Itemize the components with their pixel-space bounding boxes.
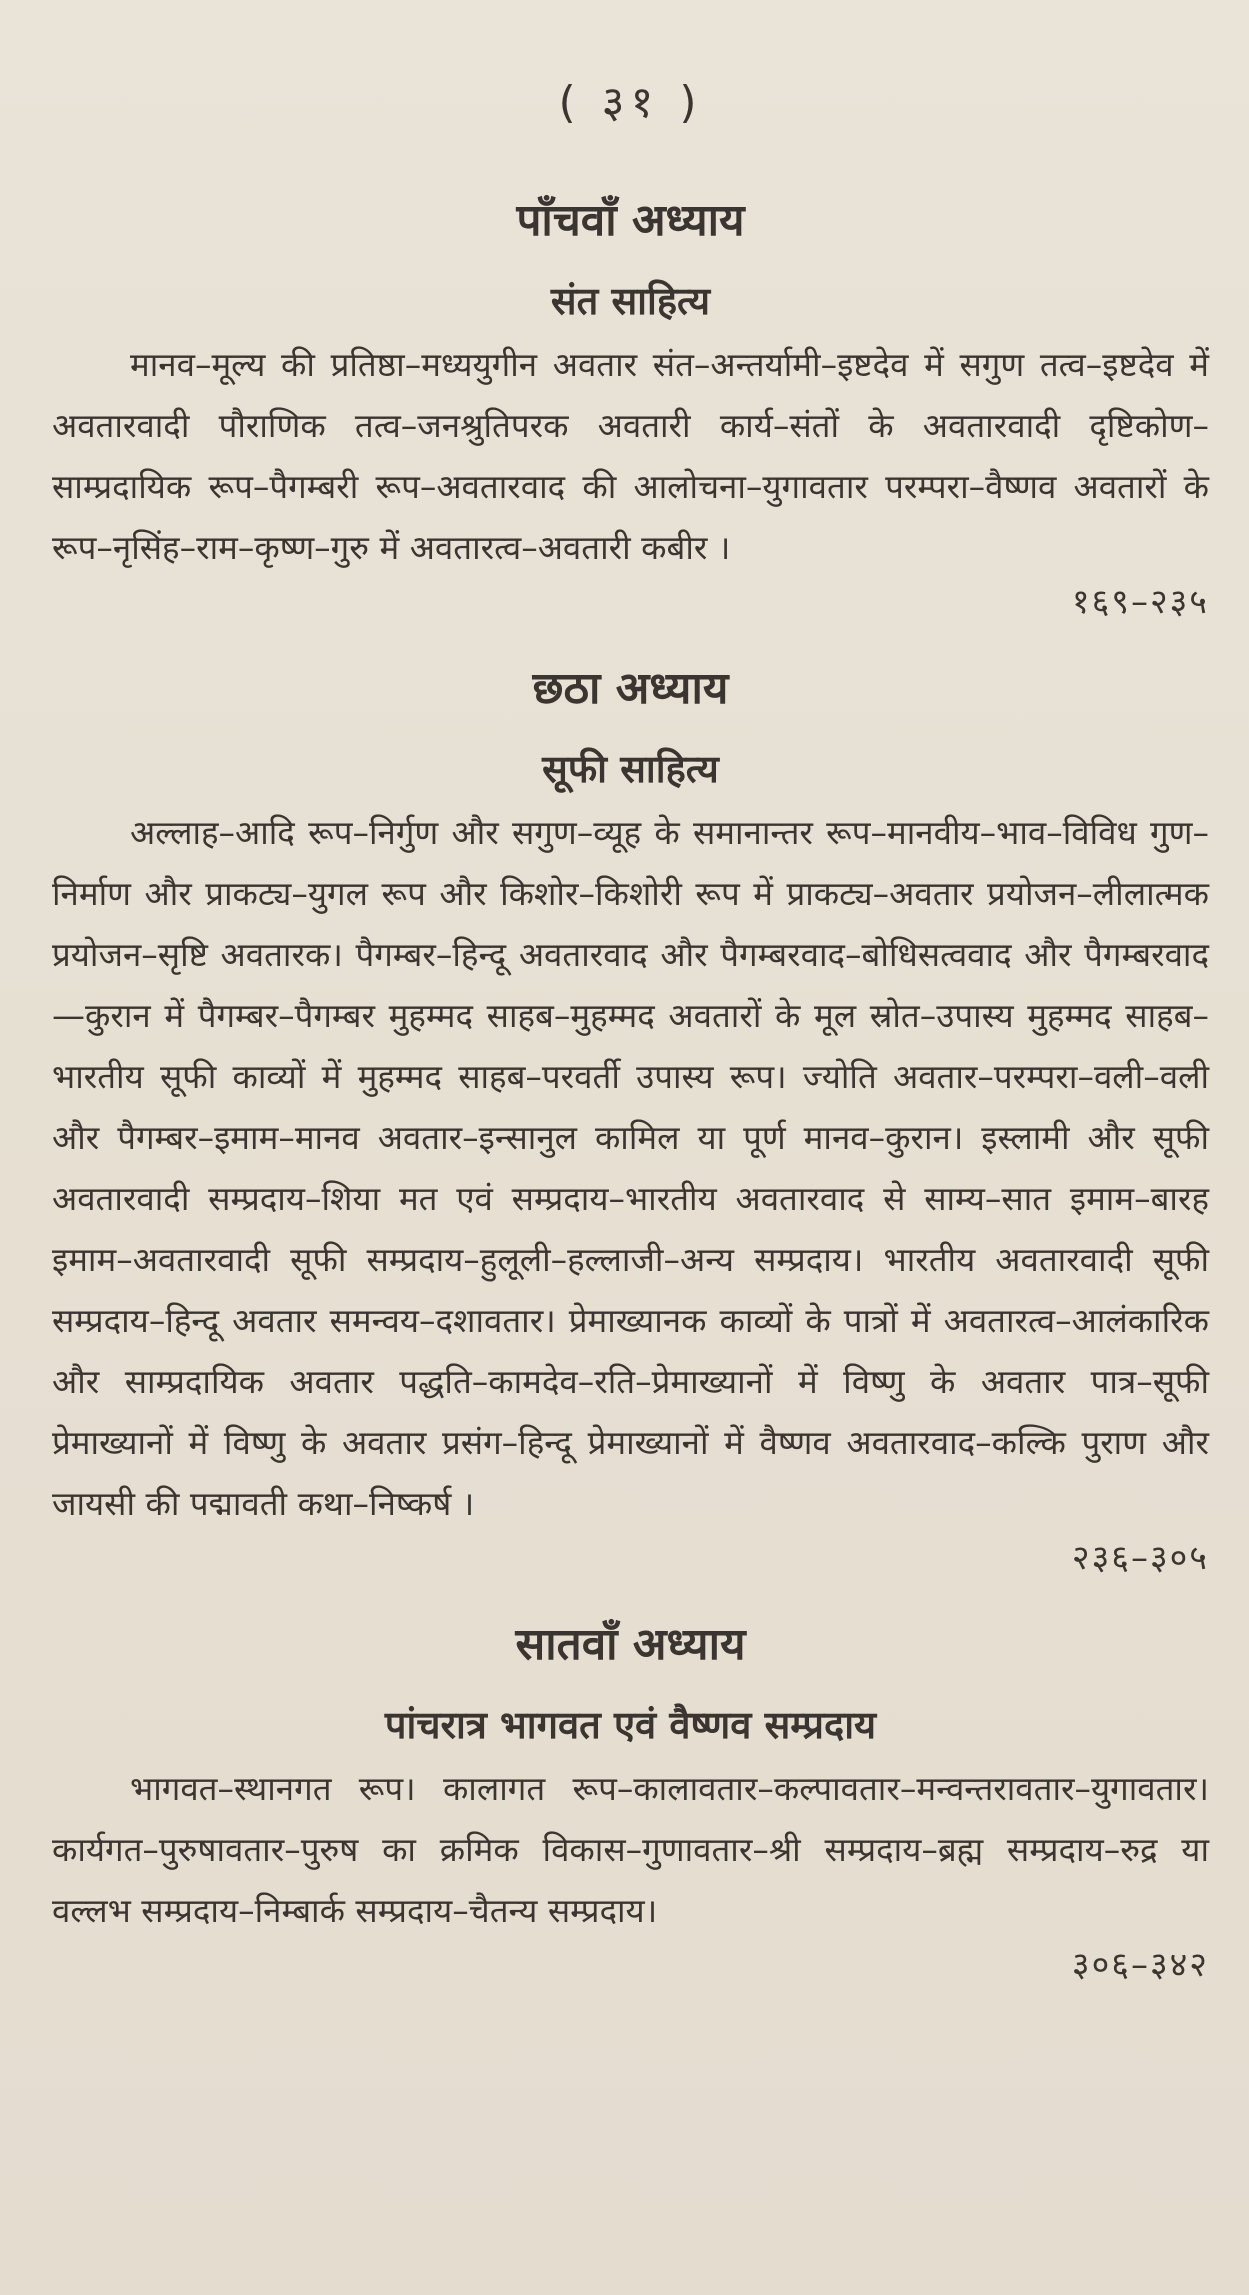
chapter-5-summary: मानव–मूल्य की प्रतिष्ठा–मध्ययुगीन अवतार संत–अन्तर्यामी–इष्टदेव में सगुण तत्व–इष्टदेव में अवतारवादी पौराणिक तत्व–जनश्रुतिपरक अवतारी कार्य–संतों के अवतारवादी दृष्टिकोण–साम्प्रदायिक रूप–पैगम्बरी रूप–अवतारवाद की आलोचना–युगावतार परम्परा–वैष्णव अवतारों के रूप–नृसिंह–राम–कृष्ण–गुरु में अवतारत्व–अवतारी कबीर । — [52, 345, 1209, 567]
chapter-7-subtitle: पांचरात्र भागवत एवं वैष्णव सम्प्रदाय — [384, 1703, 877, 1747]
chapter-7-heading: सातवाँ अध्याय — [515, 1619, 746, 1670]
chapter-6-summary: अल्लाह–आदि रूप–निर्गुण और सगुण–व्यूह के समानान्तर रूप–मानवीय–भाव–विविध गुण–निर्माण और प्राकट्य–युगल रूप और किशोर–किशोरी रूप में प्राकट्य–अवतार प्रयोजन–लीलात्मक प्रयोजन–सृष्टि अवतारक। पैगम्बर–हिन्दू अवतारवाद और पैगम्बरवाद–बोधिसत्ववाद और पैगम्बरवाद—कुरान में पैगम्बर–पैगम्बर मुहम्मद साहब–मुहम्मद अवतारों के मूल स्रोत–उपास्य मुहम्मद साहब–भारतीय सूफी काव्यों में मुहम्मद साहब–परवर्ती उपास्य रूप। ज्योति अवतार–परम्परा–वली–वली और पैगम्बर–इमाम–मानव अवतार–इन्सानुल कामिल या पूर्ण मानव–कुरान। इस्लामी और सूफी अवतारवादी सम्प्रदाय–शिया मत एवं सम्प्रदाय–भारतीय अवतारवाद से साम्य–सात इमाम–बारह इमाम–अवतारवादी सूफी सम्प्रदाय–हुलूली–हल्लाजी–अन्य सम्प्रदाय। भारतीय अवतारवादी सूफी सम्प्रदाय–हिन्दू अवतार समन्वय–दशावतार। प्रेमाख्यानक काव्यों के पात्रों में अवतारत्व–आलंकारिक और साम्प्रदायिक अवतार पद्धति–कामदेव–रति–प्रेमाख्यानों में विष्णु के अवतार पात्र–सूफी प्रेमाख्यानों में विष्णु के अवतार प्रसंग–हिन्दू प्रेमाख्यानों में वैष्णव अवतारवाद–कल्कि पुराण और जायसी की पद्मावती कथा–निष्कर्ष । — [52, 813, 1209, 1523]
page-number: ( ३१ ) — [558, 77, 703, 128]
chapter-5-section — [52, 188, 1209, 626]
chapter-6-section — [52, 656, 1209, 1582]
chapter-7-page-range: ३०६–३४२ — [1071, 1945, 1209, 1985]
chapter-7-section — [52, 1612, 1209, 1989]
chapter-6-subtitle: सूफी साहित्य — [542, 747, 719, 791]
chapter-5-heading: पाँचवाँ अध्याय — [516, 195, 745, 246]
chapter-6-heading: छठा अध्याय — [532, 663, 729, 714]
chapter-6-page-range: २३६–३०५ — [1071, 1538, 1209, 1578]
chapter-5-subtitle: संत साहित्य — [550, 279, 711, 323]
chapter-7-summary: भागवत–स्थानगत रूप। कालागत रूप–कालावतार–कल्पावतार–मन्वन्तरावतार–युगावतार। कार्यगत–पुरुषावतार–पुरुष का क्रमिक विकास–गुणावतार–श्री सम्प्रदाय–ब्रह्म सम्प्रदाय–रुद्र या वल्लभ सम्प्रदाय–निम्बार्क सम्प्रदाय–चैतन्य सम्प्रदाय। — [52, 1769, 1209, 1930]
chapter-5-page-range: १६९–२३५ — [1071, 582, 1209, 622]
